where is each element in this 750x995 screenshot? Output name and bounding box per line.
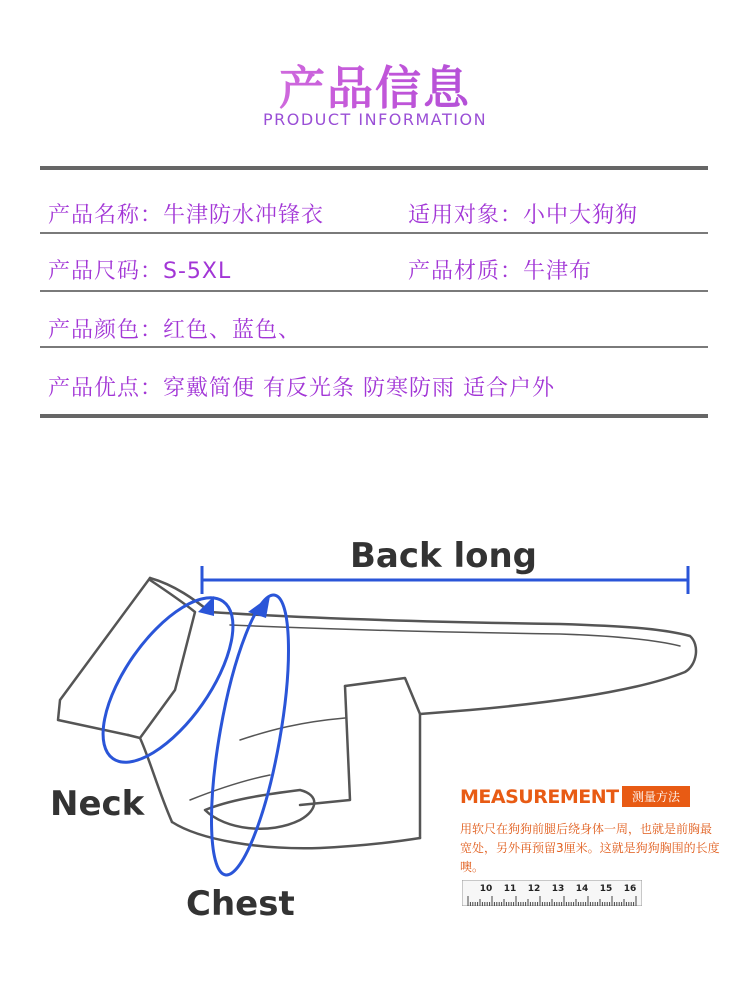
advantage-value: 穿戴简便 有反光条 防寒防雨 适合户外 xyxy=(163,376,555,401)
divider-1 xyxy=(40,232,708,234)
divider-bottom xyxy=(40,414,708,418)
size-value: S-5XL xyxy=(163,259,232,284)
info-row-advantage xyxy=(48,371,555,402)
info-row-material xyxy=(408,254,592,285)
chest-label: Chest xyxy=(186,884,295,924)
page-subtitle: PRODUCT INFORMATION xyxy=(262,110,488,129)
measurement-description: 用软尺在狗狗前腿后绕身体一周，也就是前胸最宽处，另外再预留3厘米。这就是狗狗胸围的长度噢。 xyxy=(460,822,720,874)
ruler-image xyxy=(462,880,642,906)
color-label: 产品颜色： xyxy=(48,318,164,343)
measurement-diagram xyxy=(0,430,750,995)
chest-measure-loop xyxy=(196,590,304,880)
name-value: 牛津防水冲锋衣 xyxy=(163,203,325,228)
divider-3 xyxy=(40,346,708,348)
ruler-tick-label: 14 xyxy=(575,884,589,894)
ruler-tick-label: 11 xyxy=(503,884,517,894)
back-long-label: Back long xyxy=(350,536,538,576)
neck-label: Neck xyxy=(50,784,145,824)
info-row-color xyxy=(48,313,301,344)
measurement-badge: 测量方法 xyxy=(622,786,690,807)
ruler-tick-label: 15 xyxy=(599,884,613,894)
advantage-label: 产品优点： xyxy=(48,376,164,401)
ruler-tick-label: 16 xyxy=(623,884,637,894)
divider-2 xyxy=(40,290,708,292)
ruler-tick-label: 10 xyxy=(479,884,493,894)
target-value: 小中大狗狗 xyxy=(523,203,639,228)
divider-top xyxy=(40,166,708,170)
target-label: 适用对象： xyxy=(408,203,524,228)
info-row-target xyxy=(408,198,638,229)
info-row-name xyxy=(48,198,324,229)
measurement-title: MEASUREMENT xyxy=(460,786,619,808)
name-label: 产品名称： xyxy=(48,203,164,228)
material-value: 牛津布 xyxy=(523,259,593,284)
page-title: 产品信息 xyxy=(0,52,750,118)
material-label: 产品材质： xyxy=(408,259,524,284)
ruler-tick-label: 12 xyxy=(527,884,541,894)
info-row-size xyxy=(48,254,231,285)
color-value: 红色、蓝色、 xyxy=(163,318,302,343)
ruler-tick-label: 13 xyxy=(551,884,565,894)
size-label: 产品尺码： xyxy=(48,259,164,284)
